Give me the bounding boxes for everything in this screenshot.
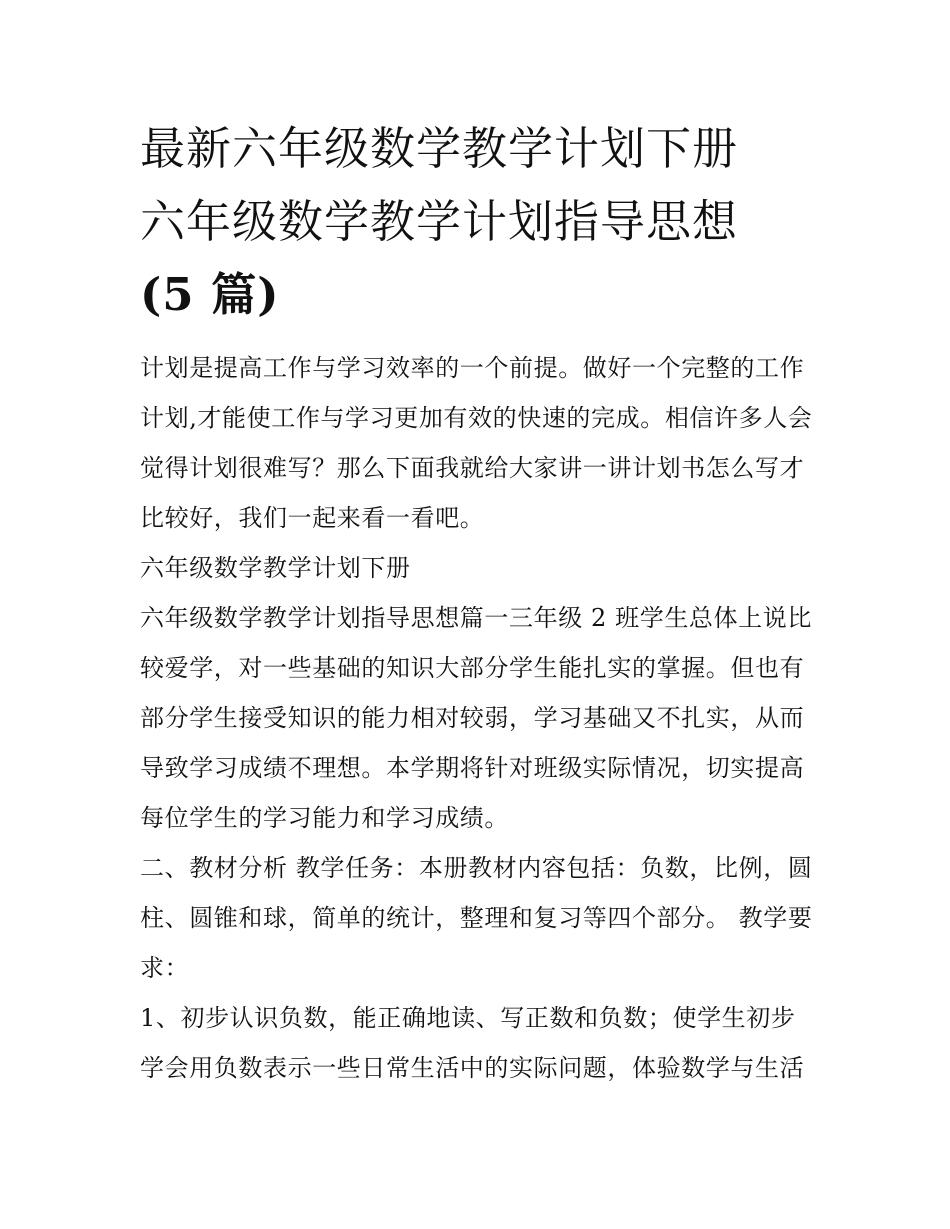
document-page: [140, 112, 820, 1093]
body-paragraph-textbook-analysis: 二、教材分析 教学任务：本册教材内容包括：负数，比例，圆柱、圆锥和球，简单的统计，整理和复习等四个部分。 教学要求：: [140, 854, 813, 982]
document-body: [140, 343, 820, 1093]
document-title: [140, 112, 820, 331]
section-heading: 六年级数学教学计划下册: [140, 554, 411, 582]
title-line-1: 最新六年级数学教学计划下册: [140, 122, 739, 175]
title-line-3: (5 篇): [140, 268, 280, 321]
body-paragraph-requirement-1: 1、初步认识负数，能正确地读、写正数和负数；使学生初步学会用负数表示一些日常生活中的实际问题，体验数学与生活: [140, 1004, 805, 1082]
intro-paragraph: 计划是提高工作与学习效率的一个前提。做好一个完整的工作计划,才能使工作与学习更加有效的快速的完成。相信许多人会觉得计划很难写？那么下面我就给大家讲一讲计划书怎么写才比较好，我们一起来看一看吧。: [140, 354, 813, 532]
body-paragraph-class-overview: 六年级数学教学计划指导思想篇一三年级 2 班学生总体上说比较爱学，对一些基础的知识大部分学生能扎实的掌握。但也有部分学生接受知识的能力相对较弱，学习基础又不扎实，从而导致学习成绩不理想。本学期将针对班级实际情况，切实提高每位学生的学习能力和学习成绩。: [140, 604, 812, 832]
title-line-2: 六年级数学教学计划指导思想: [140, 195, 739, 248]
